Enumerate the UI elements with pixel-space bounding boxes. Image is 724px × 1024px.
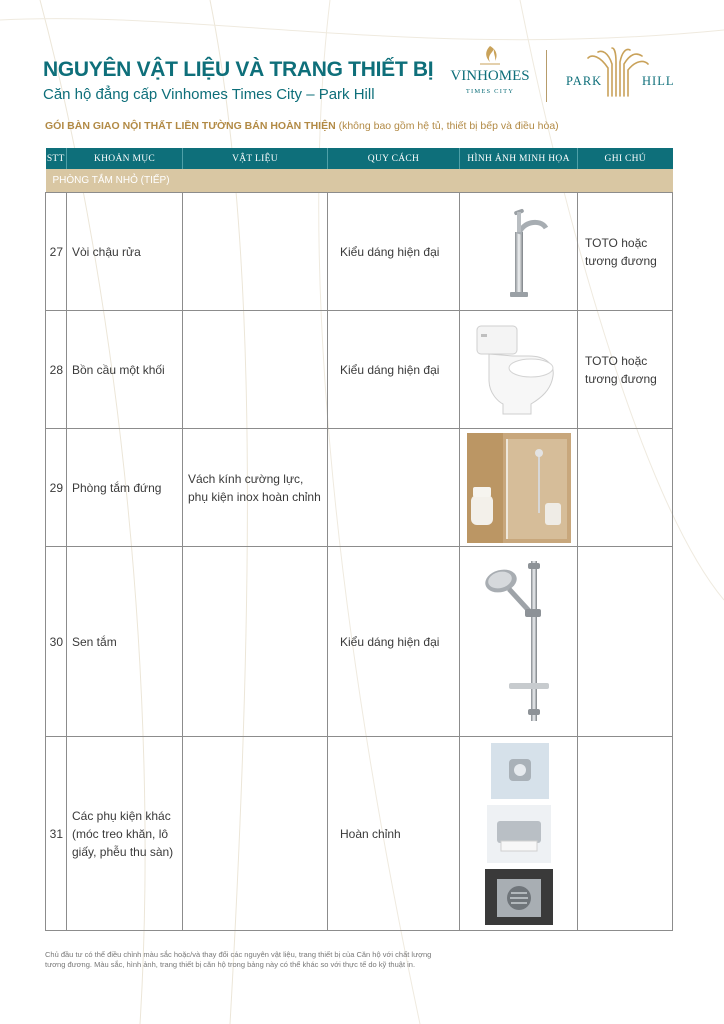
section-row: [46, 169, 673, 193]
equipment-table: [45, 148, 673, 931]
table-row: [46, 429, 673, 547]
row-stt: 28: [46, 311, 67, 429]
parkhill-logo: [562, 46, 676, 104]
page-subtitle: Căn hộ đẳng cấp Vinhomes Times City – Park Hill: [43, 86, 375, 103]
footer-disclaimer: Chủ đầu tư có thể điều chỉnh màu sắc hoặc/và thay đổi các nguyên vật liệu, trang thiết bị của Căn hộ với chất lượng tương đương. Màu sắc, hình ảnh, trang thiết bị căn hộ trong bảng này có thể khác so với thực tế do kỹ thuật in.: [45, 950, 432, 969]
row-material: [183, 737, 328, 931]
table-row: [46, 547, 673, 737]
vinhomes-logo: [440, 44, 540, 106]
row-stt: 30: [46, 547, 67, 737]
row-item: Vòi chậu rửa: [67, 193, 183, 311]
row-image-cell: [460, 193, 578, 311]
row-spec: Kiểu dáng hiện đại: [328, 193, 460, 311]
shower-room-image: [467, 433, 571, 543]
row-spec: [328, 429, 460, 547]
row-material: [183, 547, 328, 737]
vinhomes-subtext: TIMES CITY: [465, 88, 515, 95]
header-note: GHI CHÚ: [578, 148, 673, 169]
table-row: [46, 737, 673, 931]
row-material: [183, 193, 328, 311]
row-note: [578, 429, 673, 547]
package-note: (không bao gồm hệ tủ, thiết bị bếp và điều hòa): [338, 120, 559, 132]
header-image: HÌNH ẢNH MINH HỌA: [460, 148, 578, 169]
row-stt: 27: [46, 193, 67, 311]
toilet-image: [469, 320, 569, 420]
row-image-cell: [460, 737, 578, 931]
table-row: [46, 193, 673, 311]
header-material: VẬT LIỆU: [183, 148, 328, 169]
header-stt: STT: [46, 148, 67, 169]
row-note: TOTO hoặc tương đương: [578, 193, 673, 311]
header-item: KHOẢN MỤC: [67, 148, 183, 169]
logo-divider: [546, 50, 547, 102]
package-heading: [45, 120, 559, 132]
shower-head-image: [479, 557, 559, 727]
row-material: Vách kính cường lực, phụ kiện inox hoàn chỉnh: [183, 429, 328, 547]
row-image-cell: [460, 311, 578, 429]
faucet-image: [484, 204, 554, 300]
page-title: NGUYÊN VẬT LIỆU VÀ TRANG THIẾT BỊ: [43, 58, 434, 81]
table-header-row: [46, 148, 673, 169]
row-item: Bồn cầu một khối: [67, 311, 183, 429]
row-stt: 29: [46, 429, 67, 547]
row-image-cell: [460, 429, 578, 547]
row-spec: Kiểu dáng hiện đại: [328, 311, 460, 429]
parkhill-word-park: PARK: [566, 74, 603, 88]
row-spec: Kiểu dáng hiện đại: [328, 547, 460, 737]
table-row: [46, 311, 673, 429]
row-item: Các phụ kiện khác (móc treo khăn, lô giấy, phễu thu sàn): [67, 737, 183, 931]
row-item: Sen tắm: [67, 547, 183, 737]
row-stt: 31: [46, 737, 67, 931]
row-material: [183, 311, 328, 429]
row-image-cell: [460, 547, 578, 737]
row-item: Phòng tắm đứng: [67, 429, 183, 547]
row-note: TOTO hoặc tương đương: [578, 311, 673, 429]
section-title: PHÒNG TẮM NHỎ (TIẾP): [46, 169, 673, 193]
parkhill-word-hill: HILL: [642, 74, 675, 88]
header-spec: QUY CÁCH: [328, 148, 460, 169]
package-label: GÓI BÀN GIAO NỘI THẤT LIỀN TƯỜNG BÁN HOÀN THIỆN: [45, 120, 336, 132]
accessories-image: [483, 741, 555, 927]
row-note: [578, 737, 673, 931]
row-note: [578, 547, 673, 737]
row-spec: Hoàn chỉnh: [328, 737, 460, 931]
vinhomes-flame-icon: [440, 44, 540, 70]
vinhomes-wordmark: VINHOMES: [450, 68, 530, 84]
